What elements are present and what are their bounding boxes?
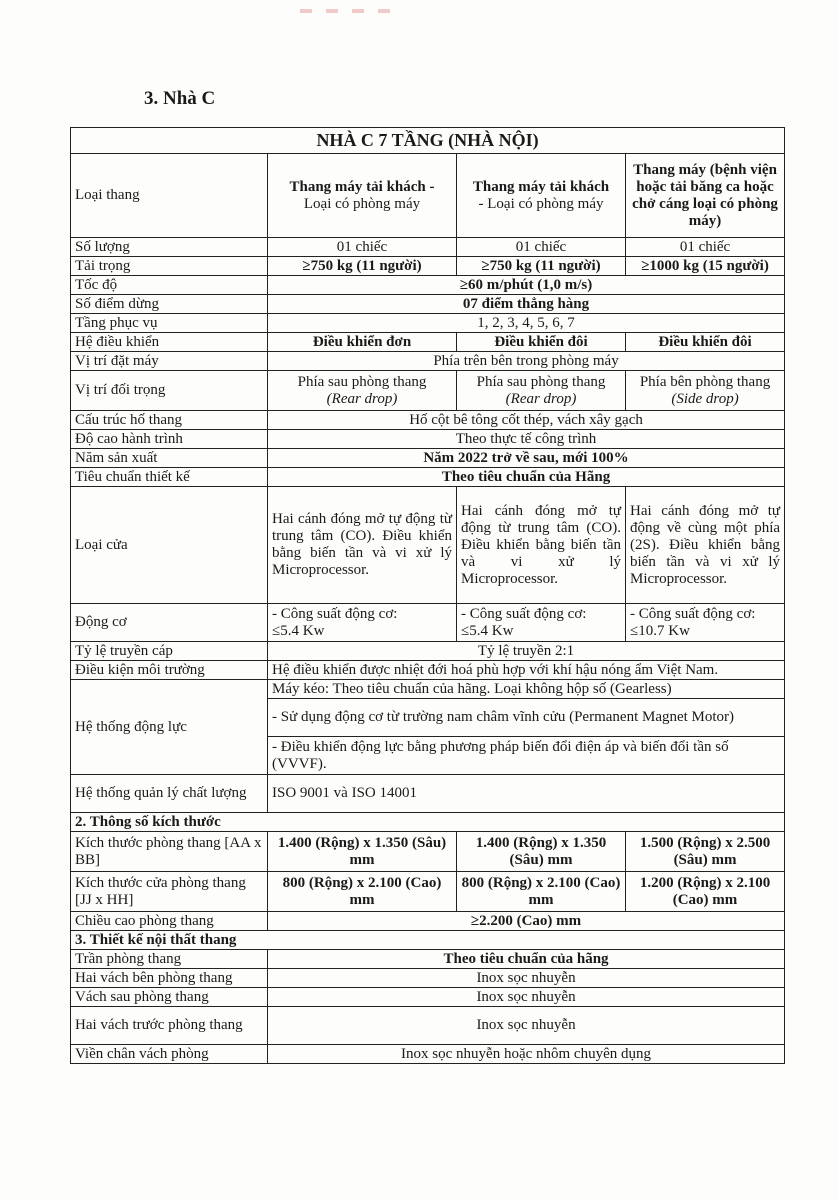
table-row [71, 314, 785, 333]
value-cell: 1, 2, 3, 4, 5, 6, 7 [268, 314, 785, 333]
row-label: Năm sản xuất [71, 449, 268, 468]
value-cell: 1.400 (Rộng) x 1.350 (Sâu) mm [457, 832, 626, 872]
scan-artifact [300, 0, 440, 10]
row-label: Vị trí đặt máy [71, 352, 268, 371]
value-cell: Phía trên bên trong phòng máy [268, 352, 785, 371]
value-cell [626, 371, 785, 411]
type-cell: Thang máy (bệnh viện hoặc tải băng ca hoặc chở cáng loại có phòng máy) [626, 154, 785, 238]
value-cell: Inox sọc nhuyễn [268, 1007, 785, 1045]
type-bold: Thang máy tải khách [472, 178, 610, 195]
value-cell: Máy kéo: Theo tiêu chuẩn của hãng. Loại không hộp số (Gearless) [268, 680, 785, 699]
value-cell: ISO 9001 và ISO 14001 [268, 775, 785, 813]
value-cell: 1.200 (Rộng) x 2.100 (Cao) mm [626, 872, 785, 912]
row-label: Tốc độ [71, 276, 268, 295]
table-row [71, 468, 785, 487]
value-cell: Hai cánh đóng mở tự động từ trung tâm (CO). Điều khiển bằng biến tần và vi xử lý Microprocessor. [457, 487, 626, 604]
value-cell: 800 (Rộng) x 2.100 (Cao) mm [268, 872, 457, 912]
row-label: Viền chân vách phòng [71, 1045, 268, 1064]
row-label: Trần phòng thang [71, 950, 268, 969]
section-header-row [71, 813, 785, 832]
table-row [71, 950, 785, 969]
cell-text: Phía sau phòng thang [297, 373, 427, 390]
cell-text: - Công suất động cơ: [461, 605, 587, 622]
value-cell [626, 604, 785, 642]
value-cell: Điều khiển đôi [457, 333, 626, 352]
value-cell: ≥60 m/phút (1,0 m/s) [268, 276, 785, 295]
value-cell: Theo thực tế công trình [268, 430, 785, 449]
type-bold: Thang máy tải khách - [289, 178, 435, 195]
table-row [71, 238, 785, 257]
row-label: Vị trí đối trọng [71, 371, 268, 411]
value-cell: 01 chiếc [626, 238, 785, 257]
row-label: Loại thang [71, 154, 268, 238]
table-row [71, 295, 785, 314]
row-label: Độ cao hành trình [71, 430, 268, 449]
row-label: Chiều cao phòng thang [71, 912, 268, 931]
cell-text: ≤5.4 Kw [272, 622, 325, 639]
value-cell: - Sử dụng động cơ từ trường nam châm vĩnh cửu (Permanent Magnet Motor) [268, 699, 785, 737]
value-cell: Điều khiển đôi [626, 333, 785, 352]
value-cell: Hai cánh đóng mở tự động từ trung tâm (CO). Điều khiển bằng biến tần và vi xử lý Microprocessor. [268, 487, 457, 604]
value-cell: ≥750 kg (11 người) [457, 257, 626, 276]
cell-text: Phía bên phòng thang [639, 373, 771, 390]
value-cell: Inox sọc nhuyễn hoặc nhôm chuyên dụng [268, 1045, 785, 1064]
table-row [71, 988, 785, 1007]
table-row [71, 276, 785, 295]
table-row [71, 872, 785, 912]
row-label: Kích thước cửa phòng thang [JJ x HH] [71, 872, 268, 912]
section-title: 3. Thiết kế nội thất thang [71, 931, 785, 950]
table-row [71, 832, 785, 872]
table-row [71, 912, 785, 931]
value-cell: Tỷ lệ truyền 2:1 [268, 642, 785, 661]
value-cell: ≥2.200 (Cao) mm [268, 912, 785, 931]
value-cell: 1.500 (Rộng) x 2.500 (Sâu) mm [626, 832, 785, 872]
table-row [71, 969, 785, 988]
value-cell: 07 điểm thẳng hàng [268, 295, 785, 314]
type-normal: Loại có phòng máy [303, 195, 421, 212]
value-cell [457, 604, 626, 642]
cell-italic: (Side drop) [671, 390, 739, 407]
type-normal: - Loại có phòng máy [478, 195, 604, 212]
row-label: Hai vách trước phòng thang [71, 1007, 268, 1045]
value-cell: Theo tiêu chuẩn của hãng [268, 950, 785, 969]
cell-text: ≤5.4 Kw [461, 622, 514, 639]
row-label: Tải trọng [71, 257, 268, 276]
table-row [71, 487, 785, 604]
table-row [71, 411, 785, 430]
table-row [71, 1045, 785, 1064]
value-cell: Hai cánh đóng mở tự động về cùng một phía (2S). Điều khiển bằng biến tần và vi xử lý Microprocessor. [626, 487, 785, 604]
value-cell: Inox sọc nhuyễn [268, 988, 785, 1007]
row-label: Số điểm dừng [71, 295, 268, 314]
page-heading: 3. Nhà C [144, 88, 216, 109]
row-label: Tỷ lệ truyền cáp [71, 642, 268, 661]
table-row [71, 154, 785, 238]
value-cell [268, 371, 457, 411]
value-cell: ≥1000 kg (15 người) [626, 257, 785, 276]
value-cell: ≥750 kg (11 người) [268, 257, 457, 276]
elevator-spec-table [70, 127, 785, 1064]
type-cell [268, 154, 457, 238]
value-cell: Hệ điều khiển được nhiệt đới hoá phù hợp với khí hậu nóng ẩm Việt Nam. [268, 661, 785, 680]
row-label: Loại cửa [71, 487, 268, 604]
table-row [71, 1007, 785, 1045]
section-header-row [71, 931, 785, 950]
row-label: Hệ thống động lực [71, 680, 268, 775]
table-row [71, 775, 785, 813]
table-title: NHÀ C 7 TẦNG (NHÀ NỘI) [71, 128, 785, 154]
value-cell: Inox sọc nhuyễn [268, 969, 785, 988]
row-label: Động cơ [71, 604, 268, 642]
row-label: Hai vách bên phòng thang [71, 969, 268, 988]
table-row [71, 642, 785, 661]
row-label: Kích thước phòng thang [AA x BB] [71, 832, 268, 872]
table-row [71, 680, 785, 699]
cell-italic: (Rear drop) [505, 390, 577, 407]
row-label: Cấu trúc hố thang [71, 411, 268, 430]
row-label: Vách sau phòng thang [71, 988, 268, 1007]
value-cell: Hố cột bê tông cốt thép, vách xây gạch [268, 411, 785, 430]
value-cell [268, 604, 457, 642]
value-cell: Theo tiêu chuẩn của Hãng [268, 468, 785, 487]
value-cell: 1.400 (Rộng) x 1.350 (Sâu) mm [268, 832, 457, 872]
cell-text: - Công suất động cơ: [272, 605, 398, 622]
type-cell [457, 154, 626, 238]
table-row [71, 661, 785, 680]
table-row [71, 449, 785, 468]
row-label: Tầng phục vụ [71, 314, 268, 333]
cell-italic: (Rear drop) [326, 390, 398, 407]
table-row [71, 333, 785, 352]
table-row [71, 257, 785, 276]
table-row [71, 352, 785, 371]
value-cell: 01 chiếc [268, 238, 457, 257]
row-label: Tiêu chuẩn thiết kế [71, 468, 268, 487]
value-cell: Năm 2022 trở về sau, mới 100% [268, 449, 785, 468]
row-label: Số lượng [71, 238, 268, 257]
row-label: Hệ điều khiển [71, 333, 268, 352]
table-row [71, 604, 785, 642]
table-row [71, 371, 785, 411]
value-cell: - Điều khiển động lực bằng phương pháp biến đổi điện áp và biến đổi tần số (VVVF). [268, 737, 785, 775]
cell-text: - Công suất động cơ: [630, 605, 756, 622]
table-row [71, 430, 785, 449]
section-title: 2. Thông số kích thước [71, 813, 785, 832]
row-label: Điều kiện môi trường [71, 661, 268, 680]
row-label: Hệ thống quản lý chất lượng [71, 775, 268, 813]
value-cell: Điều khiển đơn [268, 333, 457, 352]
value-cell: 800 (Rộng) x 2.100 (Cao) mm [457, 872, 626, 912]
cell-text: ≤10.7 Kw [630, 622, 690, 639]
value-cell [457, 371, 626, 411]
cell-text: Phía sau phòng thang [476, 373, 606, 390]
value-cell: 01 chiếc [457, 238, 626, 257]
